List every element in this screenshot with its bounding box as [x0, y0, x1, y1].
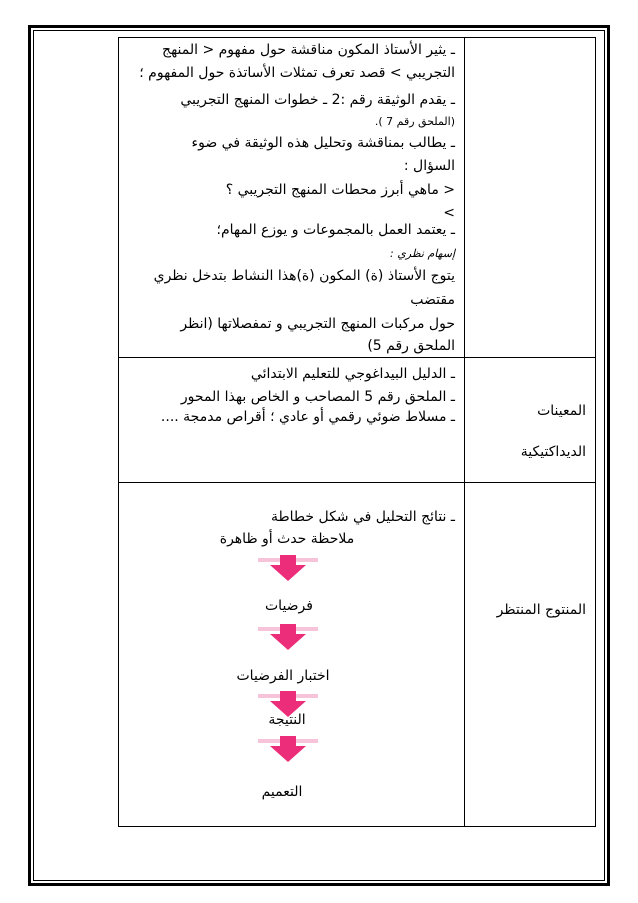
lesson-table: [118, 37, 596, 827]
row1-line5: ـ يطالب بمناقشة وتحليل هذه الوثيقة في ضوء: [191, 135, 455, 151]
flow-step-result: النتيجة: [268, 712, 306, 728]
row1-line3: ـ يقدم الوثيقة رقم :2 ـ خطوات المنهج التجريبي: [180, 92, 455, 108]
row1-line1: ـ يثير الأستاذ المكون مناقشة حول مفهوم < المنهج: [162, 42, 455, 58]
row2-line1: ـ الدليل البيداغوجي للتعليم الابتدائي: [250, 366, 455, 382]
row1-line10: إسهام نظري :: [390, 247, 455, 260]
column-divider: [464, 38, 465, 826]
flow-arrow-4: [258, 736, 318, 762]
row1-line12: مقتضب: [410, 292, 455, 308]
flow-step-observation: ملاحظة حدث أو ظاهرة: [219, 531, 355, 547]
row1-line13: حول مركبات المنهج التجريبي و تمفصلاتها (انظر: [180, 316, 455, 332]
row-divider-2: [119, 482, 595, 483]
flow-intro: ـ نتائج التحليل في شكل خطاطة: [270, 509, 455, 525]
row1-line8: >: [443, 205, 455, 221]
expected-product-label: المنتوج المنتظر: [496, 602, 586, 618]
flow-step-testing: اختبار الفرضيات: [236, 668, 330, 684]
resources-label-line2: الديداكتيكية: [520, 444, 586, 460]
row1-line14: الملحق رقم 5): [367, 338, 455, 354]
row1-line6: السؤال :: [403, 158, 455, 174]
flow-step-generalization: التعميم: [261, 784, 303, 800]
row2-line3: ـ مسلاط ضوئي رقمي أو عادي ؛ أقراص مدمجة ....: [160, 409, 455, 425]
flow-arrow-2: [258, 624, 318, 650]
row-divider-1: [119, 357, 595, 358]
row2-line2: ـ الملحق رقم 5 المصاحب و الخاص بهذا المحور: [180, 389, 455, 405]
row1-line2: التجريبي > قصد تعرف تمثلات الأساتذة حول المفهوم ؛: [139, 65, 455, 81]
flow-step-hypotheses: فرضيات: [265, 598, 313, 614]
row1-line7: < ماهي أبرز محطات المنهج التجريبي ؟: [225, 182, 455, 198]
row1-line4: (الملحق رقم 7 ).: [374, 115, 455, 128]
row1-line11: يتوج الأستاذ (ة) المكون (ة)هذا النشاط بتدخل نظري: [153, 268, 455, 284]
flow-arrow-1: [258, 555, 318, 581]
resources-label-line1: المعينات: [537, 403, 586, 419]
row1-line9: ـ يعتمد العمل بالمجموعات و يوزع المهام؛: [216, 222, 455, 238]
